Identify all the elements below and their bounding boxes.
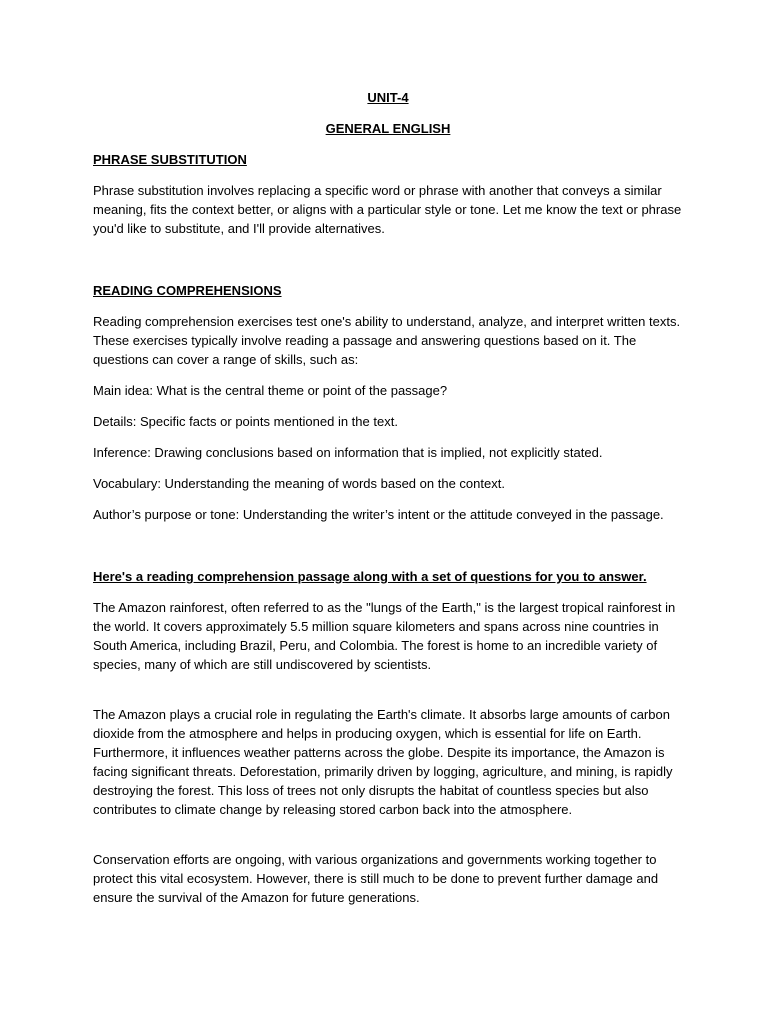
passage-paragraph: The Amazon rainforest, often referred to as the "lungs of the Earth," is the largest tropical rainforest in the world. It covers approximately 5.5 million square kilometers and spans across nine countries in South America, including Brazil, Peru, and Colombia. The forest is home to an incredible variety of species, many of which are still undiscovered by scientists. (93, 600, 676, 672)
spacer (93, 831, 683, 850)
phrase-substitution-body: Phrase substitution involves replacing a specific word or phrase with another that conveys a similar meaning, fits the context better, or aligns with a particular style or tone. Let me know the text or phrase you'd like to substitute, and I'll provide alternatives. (93, 183, 682, 236)
reading-comprehensions-intro: Reading comprehension exercises test one's ability to understand, analyze, and interpret written texts. These exercises typically involve reading a passage and answering questions based on it. The questions can cover a range of skills, such as: (93, 314, 681, 367)
reading-comprehensions-heading: READING COMPREHENSIONS (93, 283, 282, 298)
skill-item: Main idea: What is the central theme or point of the passage? (93, 383, 448, 398)
skill-item: Details: Specific facts or points mentioned in the text. (93, 414, 398, 429)
skill-item: Inference: Drawing conclusions based on information that is implied, not explicitly stated. (93, 445, 603, 460)
spacer (93, 686, 683, 705)
subject-title: GENERAL ENGLISH (325, 121, 451, 136)
spacer (93, 250, 683, 281)
spacer (93, 536, 683, 567)
skill-item: Author’s purpose or tone: Understanding the writer’s intent or the attitude conveyed in the passage. (93, 507, 664, 522)
passage-heading: Here's a reading comprehension passage along with a set of questions for you to answer. (93, 569, 647, 584)
phrase-substitution-heading: PHRASE SUBSTITUTION (93, 152, 247, 167)
passage-paragraph: Conservation efforts are ongoing, with various organizations and governments working together to protect this vital ecosystem. However, there is still much to be done to prevent further damage and ensure the survival of the Amazon for future generations. (93, 852, 659, 905)
document-page (93, 88, 683, 919)
passage-paragraph: The Amazon plays a crucial role in regulating the Earth's climate. It absorbs large amounts of carbon dioxide from the atmosphere and helps in producing oxygen, which is essential for life on Earth. Furthermore, it influences weather patterns across the globe. Despite its importance, the Amazon is facing significant threats. Deforestation, primarily driven by logging, agriculture, and mining, is rapidly destroying the forest. This loss of trees not only disrupts the habitat of countless species but also contributes to climate change by releasing stored carbon back into the atmosphere. (93, 707, 673, 817)
skill-item: Vocabulary: Understanding the meaning of words based on the context. (93, 476, 505, 491)
unit-title: UNIT-4 (367, 90, 409, 105)
